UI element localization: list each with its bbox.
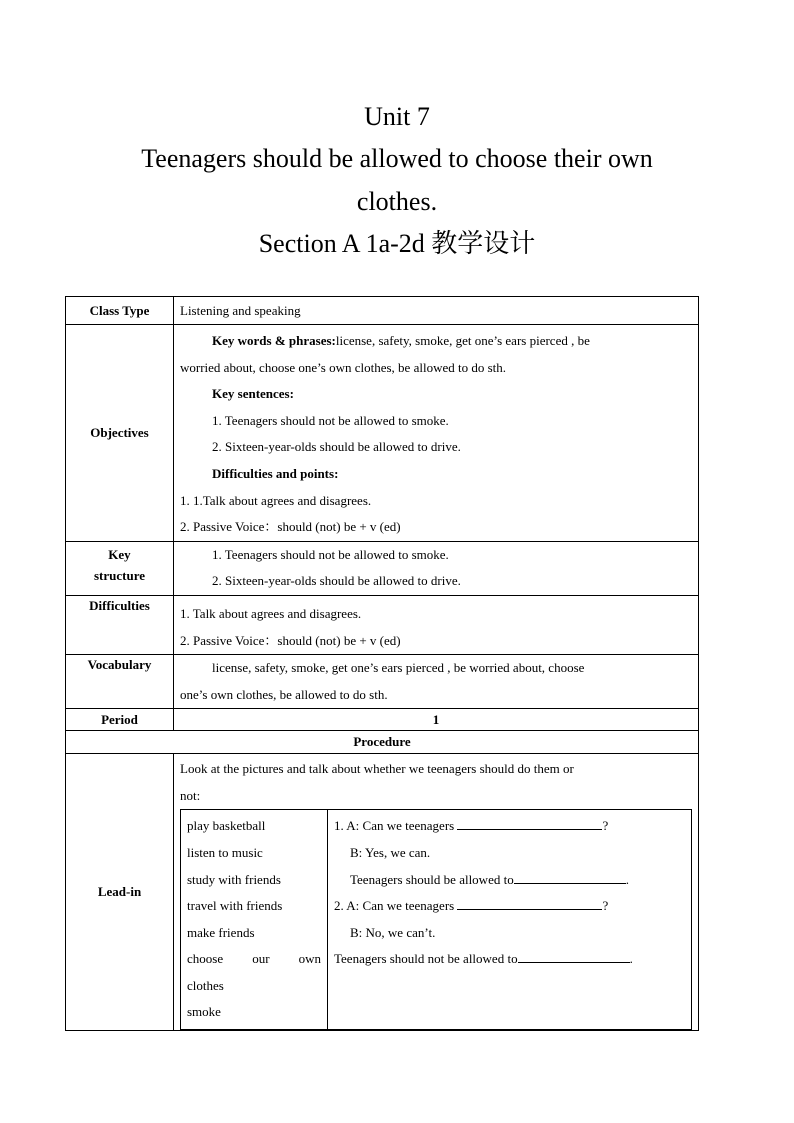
difficulties-points-label: Difficulties and points:	[212, 465, 339, 481]
activity-item-clothes: clothes	[187, 977, 224, 993]
vocabulary-content	[174, 654, 699, 708]
difficulties-line-2: 2. Passive Voice：should (not) be + v (ed)	[180, 632, 401, 648]
key-sentences-label: Key sentences:	[212, 386, 294, 402]
dialogue-q1	[334, 813, 685, 840]
difficulties-label: Difficulties	[66, 595, 174, 654]
objectives-label: Objectives	[66, 325, 174, 542]
lead-in-intro-line-2: not:	[180, 787, 201, 803]
lead-in-inner-table	[180, 809, 692, 1030]
key-structure-line-2: 2. Sixteen-year-olds should be allowed to drive.	[212, 573, 461, 589]
row-period	[66, 709, 699, 731]
vocabulary-line-1: license, safety, smoke, get one’s ears pierced , be worried about, choose	[212, 659, 585, 675]
key-words-line	[180, 328, 692, 355]
answer-blank[interactable]	[518, 951, 630, 963]
lesson-plan-table	[65, 296, 699, 1031]
dialogue-q2	[334, 893, 685, 920]
s1-end: .	[625, 871, 629, 887]
difficulties-line-1: 1. Talk about agrees and disagrees.	[180, 605, 362, 621]
procedure-label: Procedure	[66, 731, 699, 754]
unit-heading: Unit 7	[364, 102, 430, 131]
title-line-2: clothes.	[356, 187, 438, 216]
key-structure-line-1: 1. Teenagers should not be allowed to smoke.	[212, 546, 449, 562]
key-sentence-2: 2. Sixteen-year-olds should be allowed to drive.	[212, 439, 461, 455]
activity-item: study with friends	[187, 871, 281, 887]
class-type-value: Listening and speaking	[174, 297, 699, 325]
activity-word: own	[298, 951, 321, 967]
lead-in-label: Lead-in	[66, 754, 174, 1031]
activity-item-smoke: smoke	[187, 1004, 221, 1020]
dialogue-s2	[334, 946, 685, 973]
answer-blank[interactable]	[514, 872, 626, 884]
lead-in-content	[174, 754, 699, 1031]
title-line-3: Section A 1a-2d 教学设计	[258, 229, 536, 258]
title-line-1: Teenagers should be allowed to choose their own	[141, 144, 653, 173]
activity-item: listen to music	[187, 844, 263, 860]
answer-blank[interactable]	[457, 818, 602, 830]
row-lead-in	[66, 754, 699, 1031]
activity-word: our	[252, 951, 270, 967]
vocabulary-line-2: one’s own clothes, be allowed to do sth.	[180, 686, 388, 702]
s1-text: Teenagers should be allowed to	[350, 871, 514, 887]
row-objectives	[66, 325, 699, 542]
key-structure-content	[174, 541, 699, 595]
class-type-label: Class Type	[66, 297, 174, 325]
difficulties-content	[174, 595, 699, 654]
s2-text: Teenagers should not be allowed to	[334, 951, 518, 967]
lead-in-intro-text: Look at the pictures and talk about whether we teenagers should do them or	[180, 761, 574, 777]
period-label: Period	[66, 709, 174, 731]
key-structure-label-2: structure	[93, 567, 146, 583]
activity-item: make friends	[187, 924, 255, 940]
key-words-text: license, safety, smoke, get one’s ears pierced , be	[335, 333, 590, 348]
activity-item-choose	[187, 946, 321, 973]
s2-end: .	[629, 951, 633, 967]
key-sentence-1: 1. Teenagers should not be allowed to smoke.	[212, 412, 449, 428]
answer-blank[interactable]	[457, 898, 602, 910]
key-words-label: Key words & phrases:	[212, 333, 336, 348]
lead-in-intro-line-1	[180, 756, 692, 783]
activity-item: play basketball	[187, 818, 266, 834]
row-procedure	[66, 731, 699, 754]
dialogue-s1	[334, 867, 685, 894]
q2-end: ?	[602, 898, 609, 914]
activity-item: travel with friends	[187, 898, 283, 914]
activities-cell	[181, 810, 328, 1030]
q1-text: 1. A: Can we teenagers	[334, 818, 455, 834]
point-2: 2. Passive Voice：should (not) be + v (ed)	[180, 519, 401, 535]
row-difficulties	[66, 595, 699, 654]
row-key-structure	[66, 541, 699, 595]
key-structure-label-1: Key	[108, 546, 131, 562]
point-1: 1. 1.Talk about agrees and disagrees.	[180, 492, 372, 508]
row-vocabulary	[66, 654, 699, 708]
objectives-content	[174, 325, 699, 542]
vocabulary-label: Vocabulary	[66, 654, 174, 708]
activity-word: choose	[187, 951, 224, 967]
dialogue-a2: B: No, we can’t.	[350, 924, 436, 940]
dialogue-cell	[328, 810, 692, 1030]
key-structure-label	[66, 541, 174, 595]
q1-end: ?	[602, 818, 609, 834]
dialogue-a1: B: Yes, we can.	[350, 844, 431, 860]
key-words-line-2: worried about, choose one’s own clothes, be allowed to do sth.	[180, 359, 507, 375]
period-value: 1	[174, 709, 699, 731]
q2-text: 2. A: Can we teenagers	[334, 898, 455, 914]
row-class-type	[66, 297, 699, 325]
